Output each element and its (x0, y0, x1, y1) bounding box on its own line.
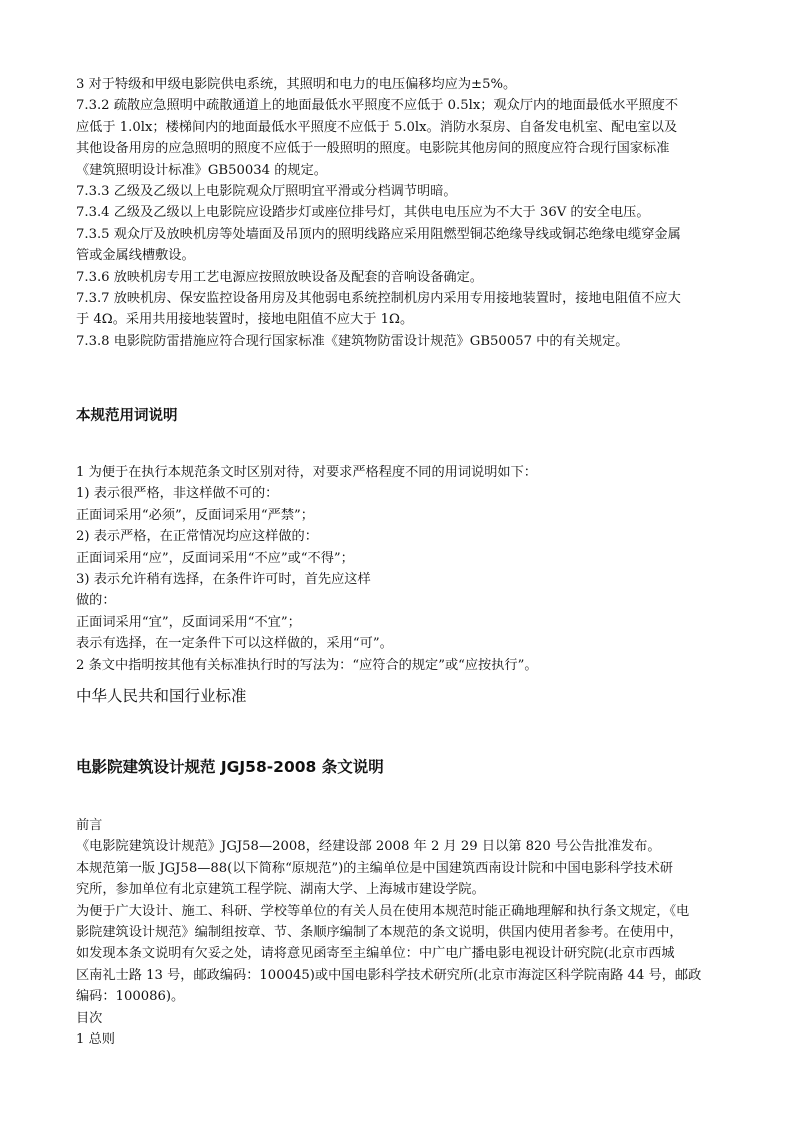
paragraph-line: 7.3.4 乙级及乙级以上电影院应设踏步灯或座位排号灯，其供电电压应为不大于 36V 的安全电压。 (76, 205, 650, 221)
paragraph-line: 《电影院建筑设计规范》JGJ58—2008，经建设部 2008 年 2 月 29 日以第 820 号公告批准发布。 (76, 839, 661, 855)
paragraph-line: 于 4Ω。采用共用接地装置时，接地电阻值不应大于 1Ω。 (76, 312, 414, 328)
paragraph-line: 为便于广大设计、施工、科研、学校等单位的有关人员在使用本规范时能正确地理解和执行条文规定，《电 (76, 903, 690, 919)
paragraph-line: 正面词采用“应”，反面词采用“不应”或“不得”； (76, 550, 354, 566)
paragraph-line: 前言 (76, 818, 103, 833)
paragraph-line: 做的： (76, 593, 116, 609)
terms-heading: 本规范用词说明 (76, 408, 178, 424)
standard-label: 中华人民共和国行业标准 (76, 687, 247, 705)
paragraph-line: 其他设备用房的应急照明的照度不应低于一般照明的照度。电影院其他房间的照度应符合现行国家标准 (76, 141, 670, 157)
paragraph-line: 如发现本条文说明有欠妥之处，请将意见函寄至主编单位：中广电广播电影电视设计研究院(北京市西城 (76, 946, 675, 962)
preface-text (76, 815, 726, 1050)
paragraph-line: 管或金属线槽敷设。 (76, 248, 195, 264)
paragraph-line: 1 总则 (76, 1031, 115, 1047)
section-7-3-text (76, 74, 726, 352)
paragraph-line: 目次 (76, 1010, 103, 1026)
paragraph-line: 1) 表示很严格，非这样做不可的： (76, 486, 279, 502)
paragraph-line: 7.3.5 观众厅及放映机房等处墙面及吊顶内的照明线路应采用阻燃型铜芯绝缘导线或铜芯绝缘电缆穿金属 (76, 226, 681, 242)
paragraph-line: 本规范第一版 JGJ58—88(以下简称“原规范”)的主编单位是中国建筑西南设计院和中国电影科学技术研 (76, 860, 673, 876)
paragraph-line: 2) 表示严格，在正常情况均应这样做的： (76, 529, 318, 545)
paragraph-line: 区南礼士路 13 号，邮政编码：100045)或中国电影科学技术研究所(北京市海淀区科学院南路 44 号，邮政 (76, 967, 702, 983)
paragraph-line: 3 对于特级和甲级电影院供电系统，其照明和电力的电压偏移均应为±5%。 (76, 77, 517, 92)
paragraph-line: 编码：100086)。 (76, 989, 185, 1005)
paragraph-line: 7.3.2 疏散应急照明中疏散通道上的地面最低水平照度不应低于 0.5lx；观众厅内的地面最低水平照度不 (76, 98, 679, 114)
paragraph-line: 7.3.6 放映机房专用工艺电源应按照放映设备及配套的音响设备确定。 (76, 269, 483, 285)
paragraph-line: 究所，参加单位有北京建筑工程学院、湖南大学、上海城市建设学院。 (76, 882, 485, 898)
terms-text (76, 462, 726, 676)
paragraph-line: 正面词采用“必须”，反面词采用“严禁”； (76, 507, 314, 523)
explanation-title: 电影院建筑设计规范 JGJ58-2008 条文说明 (76, 758, 384, 776)
paragraph-line: 7.3.3 乙级及乙级以上电影院观众厅照明宜平滑或分档调节明暗。 (76, 183, 457, 199)
paragraph-line: 1 为便于在执行本规范条文时区别对待，对要求严格程度不同的用词说明如下： (76, 465, 537, 480)
paragraph-line: 7.3.8 电影院防雷措施应符合现行国家标准《建筑物防雷设计规范》GB50057 中的有关规定。 (76, 333, 629, 349)
paragraph-line: 2 条文中指明按其他有关标准执行时的写法为：“应符合的规定”或“应按执行”。 (76, 657, 538, 673)
paragraph-line: 影院建筑设计规范》编制组按章、节、条顺序编制了本规范的条文说明，供国内使用者参考。在使用中， (76, 924, 683, 940)
paragraph-line: 3) 表示允许稍有选择，在条件许可时，首先应这样 (76, 571, 371, 587)
paragraph-line: 应低于 1.0lx；楼梯间内的地面最低水平照度不应低于 5.0lx。消防水泵房、自备发电机室、配电室以及 (76, 119, 678, 135)
paragraph-line: 正面词采用“宜”，反面词采用“不宜”； (76, 614, 301, 630)
paragraph-line: 《建筑照明设计标准》GB50034 的规定。 (76, 162, 327, 178)
paragraph-line: 7.3.7 放映机房、保安监控设备用房及其他弱电系统控制机房内采用专用接地装置时，接地电阻值不应大 (76, 290, 681, 306)
paragraph-line: 表示有选择，在一定条件下可以这样做的，采用“可”。 (76, 636, 393, 652)
